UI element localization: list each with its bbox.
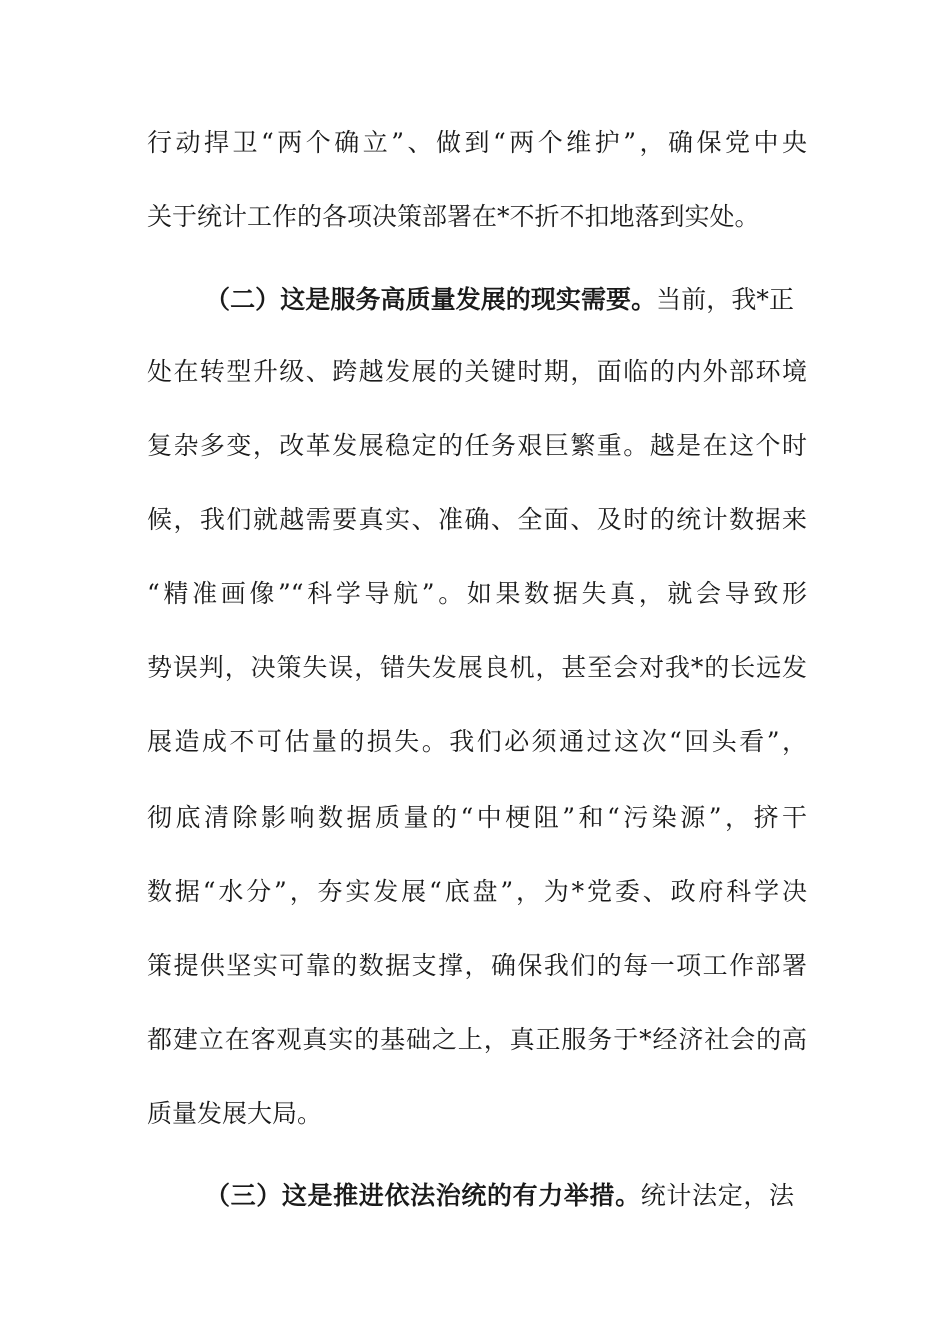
paragraph-2-line-6: 势误判，决策失误，错失发展良机，甚至会对我*的长远发 [147, 653, 807, 682]
paragraph-2-line-8: 彻底清除影响数据质量的“中梗阻”和“污染源”，挤干 [147, 803, 807, 832]
paragraph-1-line-2: 关于统计工作的各项决策部署在*不折不扣地落到实处。 [147, 202, 760, 231]
paragraph-2-line-2: 处在转型升级、跨越发展的关键时期，面临的内外部环境 [147, 357, 807, 386]
paragraph-2-first-line-text: 当前，我*正 [656, 285, 794, 314]
paragraph-2-line-11: 都建立在客观真实的基础之上，真正服务于*经济社会的高 [147, 1025, 807, 1054]
paragraph-2-line-9: 数据“水分”，夯实发展“底盘”，为*党委、政府科学决 [147, 877, 807, 906]
paragraph-3-heading: （三）这是推进依法治统的有力举措。 [205, 1181, 641, 1210]
paragraph-3-line-1 [205, 1176, 794, 1216]
paragraph-2-line-12: 质量发展大局。 [147, 1099, 323, 1128]
paragraph-2-line-4: 候，我们就越需要真实、准确、全面、及时的统计数据来 [147, 505, 807, 534]
paragraph-2-line-10: 策提供坚实可靠的数据支撑，确保我们的每一项工作部署 [147, 951, 807, 980]
paragraph-2-line-5: “精准画像”“科学导航”。如果数据失真，就会导致形 [147, 579, 807, 608]
paragraph-2-heading: （二）这是服务高质量发展的现实需要。 [205, 285, 657, 314]
paragraph-1-line-1: 行动捍卫“两个确立”、做到“两个维护”，确保党中央 [147, 128, 807, 157]
paragraph-3-first-line-text: 统计法定，法 [640, 1181, 794, 1210]
paragraph-2-line-3: 复杂多变，改革发展稳定的任务艰巨繁重。越是在这个时 [147, 431, 807, 460]
paragraph-2-line-1 [205, 280, 794, 320]
paragraph-2-line-7: 展造成不可估量的损失。我们必须通过这次“回头看”， [147, 727, 807, 756]
